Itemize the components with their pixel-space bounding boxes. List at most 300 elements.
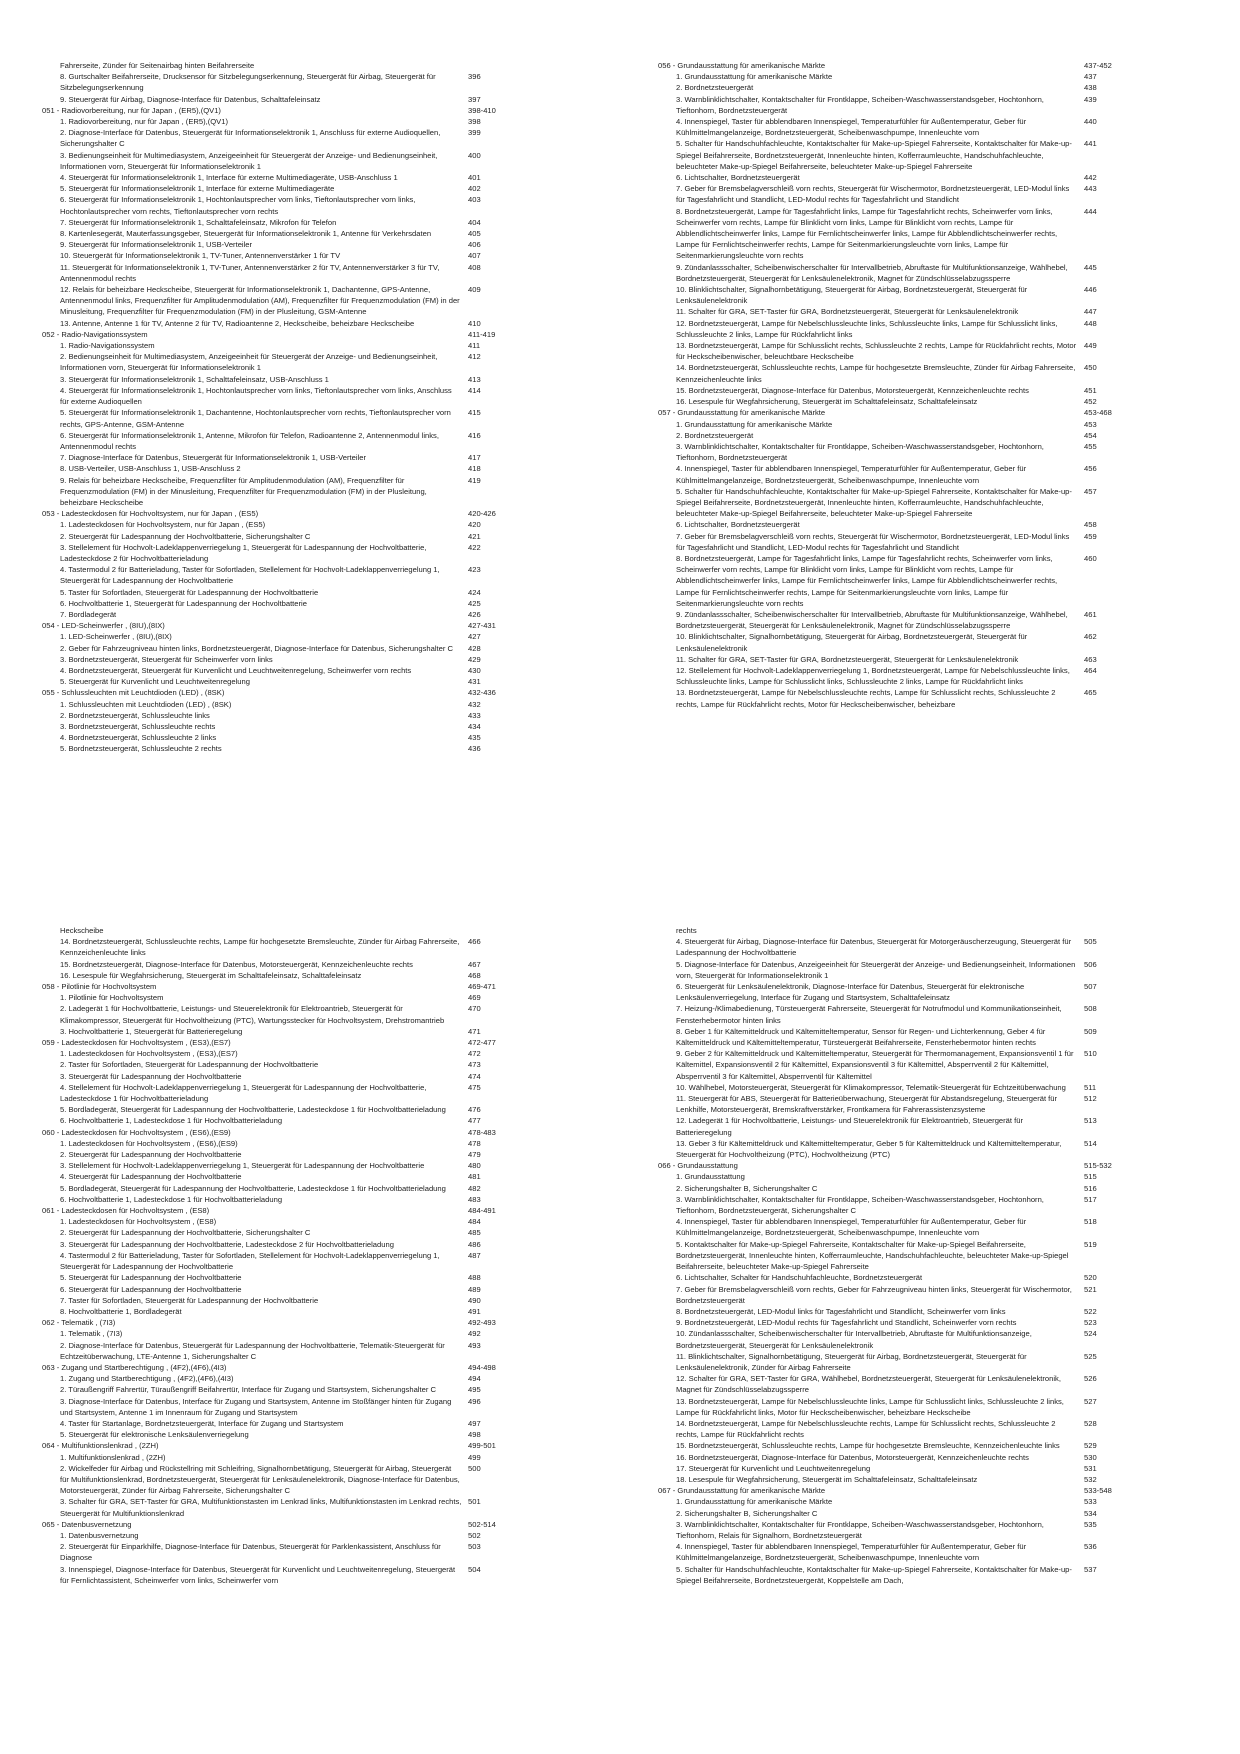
list-item xyxy=(658,1440,1148,1451)
page-number: 480 xyxy=(468,1161,481,1171)
entry-text: 14. Bordnetzsteuergerät, Lampe für Nebelschlussleuchte rechts, Lampe für Schlusslicht rechts, Schlussleuchte 2 rechts, Lampe für Rückfahrlicht rechts xyxy=(676,1418,1056,1440)
entry-text: 9. Steuergerät für Informationselektronik 1, USB-Verteiler xyxy=(60,240,253,250)
entry-text: 054 - LED-Scheinwerfer , (8IU),(8IX) xyxy=(42,621,165,631)
list-item xyxy=(658,1003,1148,1025)
page-number: 396 xyxy=(468,72,481,82)
list-item xyxy=(42,1138,532,1149)
entry-text: 2. Taster für Sofortladen, Steuergerät für Ladespannung der Hochvoltbatterie xyxy=(60,1060,319,1070)
page-number: 482 xyxy=(468,1183,481,1193)
entry-text: 2. Sicherungshalter B, Sicherungshalter C xyxy=(676,1183,818,1193)
list-item xyxy=(42,1452,532,1463)
page-number: 462 xyxy=(1084,632,1097,642)
list-item xyxy=(658,1418,1148,1440)
page-number: 504 xyxy=(468,1564,481,1574)
entry-text: 4. Innenspiegel, Taster für abblendbaren Innenspiegel, Temperaturfühler für Außentemperatur, Geber für Kühlmittelmangelanzeige, Bordnetzsteuergerät, Scheibenwaschpumpe, Innenleuchte vorn xyxy=(676,1542,1027,1563)
page-number: 411-419 xyxy=(468,329,496,339)
entry-text: 052 - Radio-Navigationssystem xyxy=(42,329,148,339)
entry-text: 13. Antenne, Antenne 1 für TV, Antenne 2 für TV, Radioantenne 2, Heckscheibe, beheizbare Heckscheibe xyxy=(60,318,415,328)
entry-text: 16. Bordnetzsteuergerät, Diagnose-Interface für Datenbus, Motorsteuergerät, Kennzeichenleuchte rechts xyxy=(676,1452,1029,1462)
entry-text: 14. Bordnetzsteuergerät, Schlussleuchte rechts, Lampe für hochgesetzte Bremsleuchte, Zünder für Airbag Fahrerseite, Kennzeichenleuchte links xyxy=(676,363,1076,384)
entry-text: 6. Lichtschalter, Schalter für Handschuhfachleuchte, Bordnetzsteuergerät xyxy=(676,1273,923,1283)
list-item xyxy=(42,385,532,407)
entry-text: 3. Bordnetzsteuergerät, Steuergerät für Scheinwerfer vorn links xyxy=(60,654,273,664)
page-number: 494-498 xyxy=(468,1362,496,1372)
list-item xyxy=(42,60,532,71)
page-number: 467 xyxy=(468,959,481,969)
list-item xyxy=(42,1250,532,1272)
section-heading xyxy=(658,407,1148,418)
quadrant-bottom-left xyxy=(42,925,532,1586)
list-item xyxy=(42,1284,532,1295)
list-item xyxy=(658,1239,1148,1273)
list-item xyxy=(42,1306,532,1317)
entry-text: 063 - Zugang und Startberechtigung , (4F2),(4F6),(4I3) xyxy=(42,1362,227,1372)
page-number: 405 xyxy=(468,229,481,239)
entry-text: 065 - Datenbusvernetzung xyxy=(42,1519,132,1529)
list-item xyxy=(658,82,1148,93)
list-item xyxy=(42,1496,532,1518)
entry-text: 8. Gurtschalter Beifahrerseite, Drucksensor für Sitzbelegungserkennung, Steuergerät für Airbag, Steuergerät für Sitzbelegungserkennung xyxy=(60,72,436,93)
page-number: 533-548 xyxy=(1084,1486,1112,1496)
entry-text: 3. Stellelement für Hochvolt-Ladeklappenverriegelung 1, Steuergerät für Ladespannung der Hochvoltbatterie, Ladesteckdose 2 für Hochvoltbatterieladung xyxy=(60,542,427,563)
page-number: 498 xyxy=(468,1430,481,1440)
page-number: 411 xyxy=(468,341,481,351)
list-item xyxy=(658,306,1148,317)
section-heading xyxy=(658,1485,1148,1496)
entry-text: 066 - Grundausstattung xyxy=(658,1161,738,1171)
entry-text: 7. Geber für Bremsbelagverschleiß vorn rechts, Steuergerät für Wischermotor, Bordnetzsteuergerät, LED-Modul links für Tagesfahrlicht und Standlicht, LED-Modul rechts für Tagesfahrlicht und Standlicht xyxy=(676,531,1070,552)
list-item xyxy=(658,925,1148,936)
section-heading xyxy=(42,508,532,519)
list-item xyxy=(42,743,532,754)
entry-text: 3. Steuergerät für Ladespannung der Hochvoltbatterie, Ladesteckdose 2 für Hochvoltbatterieladung xyxy=(60,1239,394,1249)
section-heading xyxy=(42,1519,532,1530)
list-item xyxy=(658,1115,1148,1137)
entry-text: Fahrerseite, Zünder für Seitenairbag hinten Beifahrerseite xyxy=(60,61,255,70)
entry-text: 1. Ladesteckdosen für Hochvoltsystem , (ES6),(ES9) xyxy=(60,1138,238,1148)
entry-text: 11. Steuergerät für ABS, Steuergerät für Batterieüberwachung, Steuergerät für Abstandsregelung, Steuergerät für Lenkhilfe, Motorsteuergerät, Bremskraftverstärker, Frontkamera für Fahrerassistenzsysteme xyxy=(676,1094,1058,1115)
page-number: 409 xyxy=(468,285,481,295)
entry-text: 5. Steuergerät für Informationselektronik 1, Interface für externe Multimediageräte xyxy=(60,184,335,194)
list-item xyxy=(658,1328,1148,1350)
entry-text: 1. LED-Scheinwerfer , (8IU),(8IX) xyxy=(60,632,172,642)
entry-text: 12. Bordnetzsteuergerät, Lampe für Nebelschlussleuchte links, Schlussleuchte links, Lampe für Schlusslicht links, Schlussleuchte 2 links, Lampe für Rückfahrlicht links xyxy=(676,318,1058,339)
entry-text: 13. Bordnetzsteuergerät, Lampe für Nebelschlussleuchte rechts, Lampe für Schlusslicht rechts, Schlussleuchte 2 rechts, Lampe für Rückfahrlicht rechts, Motor für Heckscheibenwischer, beheizbare xyxy=(676,688,1056,709)
page-number: 530 xyxy=(1084,1452,1097,1462)
list-item xyxy=(658,631,1148,653)
list-item xyxy=(658,654,1148,665)
entry-text: 3. Stellelement für Hochvolt-Ladeklappenverriegelung 1, Steuergerät für Ladespannung der Hochvoltbatterie xyxy=(60,1161,425,1171)
entry-text: 9. Zündanlassschalter, Scheibenwischerschalter für Intervallbetrieb, Abruftaste für Multifunktionsanzeige, Wählhebel, Bordnetzsteuergerät, Steuergerät für Lenksäulenelektronik, Magnet für Zündschlüsselabzugssperre xyxy=(676,609,1068,631)
list-item xyxy=(658,1474,1148,1485)
list-item xyxy=(42,452,532,463)
entry-text: 3. Warnblinklichtschalter, Kontaktschalter für Frontklappe, Scheiben-Waschwasserstandsgeber, Hochtonhorn, Tieftonhorn, Bordnetzsteuergerät, Sicherungshalter C xyxy=(676,1194,1044,1216)
page-number: 416 xyxy=(468,430,481,440)
quadrant-top-right xyxy=(658,60,1148,710)
list-item xyxy=(42,1104,532,1115)
page-number: 515 xyxy=(1084,1172,1097,1182)
page-number: 473 xyxy=(468,1060,481,1070)
entry-text: 6. Steuergerät für Informationselektronik 1, Hochtonlautsprecher vorn links, Tieftonlautsprecher vorn links, Hochtonlautsprecher vorn rechts, Tieftonlautsprecher vorn rechts xyxy=(60,195,416,216)
page-number: 458 xyxy=(1084,520,1097,530)
page-number: 402 xyxy=(468,184,481,194)
list-item xyxy=(658,1496,1148,1507)
entry-text: 1. Datenbusvernetzung xyxy=(60,1530,139,1540)
list-item xyxy=(42,475,532,509)
entry-text: 6. Steuergerät für Ladespannung der Hochvoltbatterie xyxy=(60,1284,242,1294)
entry-text: 8. Bordnetzsteuergerät, Lampe für Tagesfahrlicht links, Lampe für Tagesfahrlicht rechts, Scheinwerfer vorn links, Scheinwerfer vorn rechts, Lampe für Blinklicht vorn links, Lampe für Blinklicht vorn rechts, Lampe für Abblendlichtscheinwerfer links, Lampe für Fernlichtscheinwerfer links, Lampe für Abblendlichtscheinwerfer rechts, Lampe für Fernlichtscheinwerfer rechts, Lampe für Seitenmarkierungsleuchte vorn links, Lampe für Seitenmarkierungsleuchte vorn rechts xyxy=(676,553,1058,608)
list-item xyxy=(658,1272,1148,1283)
entry-text: 3. Hochvoltbatterie 1, Steuergerät für Batterieregelung xyxy=(60,1026,243,1036)
entry-text: 4. Stellelement für Hochvolt-Ladeklappenverriegelung 1, Steuergerät für Ladespannung der Hochvoltbatterie, Ladesteckdose 1 für Hochvoltbatterieladung xyxy=(60,1082,427,1104)
list-item xyxy=(42,1340,532,1362)
list-item xyxy=(658,1082,1148,1093)
page-number: 435 xyxy=(468,733,481,743)
page-number: 423 xyxy=(468,565,481,575)
page-number: 490 xyxy=(468,1295,481,1305)
page-number: 400 xyxy=(468,150,481,160)
list-item xyxy=(658,959,1148,981)
list-item xyxy=(42,463,532,474)
list-item xyxy=(658,396,1148,407)
entry-text: 2. Sicherungshalter B, Sicherungshalter C xyxy=(676,1508,818,1518)
entry-text: 6. Hochvoltbatterie 1, Ladesteckdose 1 für Hochvoltbatterieladung xyxy=(60,1116,283,1126)
page-number: 436 xyxy=(468,744,481,754)
entry-text: 17. Steuergerät für Kurvenlicht und Leuchtweitenregelung xyxy=(676,1463,871,1473)
list-item xyxy=(658,318,1148,340)
page-number: 431 xyxy=(468,677,481,687)
page-number: 425 xyxy=(468,598,481,608)
page-number: 398 xyxy=(468,117,481,127)
list-item xyxy=(42,609,532,620)
entry-text: 11. Schalter für GRA, SET-Taster für GRA, Bordnetzsteuergerät, Steuergerät für Lenksäulenelektronik xyxy=(676,307,1019,317)
entry-text: 053 - Ladesteckdosen für Hochvoltsystem, nur für Japan , (ES5) xyxy=(42,509,259,519)
page-number: 531 xyxy=(1084,1463,1097,1473)
list-item xyxy=(658,609,1148,631)
page-number: 474 xyxy=(468,1071,481,1081)
entry-text: 064 - Multifunktionslenkrad , (2ZH) xyxy=(42,1441,159,1451)
section-heading xyxy=(42,1362,532,1373)
page-number: 535 xyxy=(1084,1519,1097,1529)
list-item xyxy=(658,1317,1148,1328)
entry-text: 060 - Ladesteckdosen für Hochvoltsystem , (ES6),(ES9) xyxy=(42,1127,231,1137)
entry-text: 4. Innenspiegel, Taster für abblendbaren Innenspiegel, Temperaturfühler für Außentemperatur, Geber für Kühlmittelmangelanzeige, Bordnetzsteuergerät, Scheibenwaschpumpe, Innenleuchte vorn xyxy=(676,117,1027,138)
page-number: 528 xyxy=(1084,1418,1097,1428)
list-item xyxy=(658,531,1148,553)
page-number: 502-514 xyxy=(468,1519,496,1529)
entry-text: 16. Lesespule für Wegfahrsicherung, Steuergerät im Schalttafeleinsatz, Schalttafeleinsatz xyxy=(60,970,362,980)
page-number: 518 xyxy=(1084,1217,1097,1227)
page-number: 476 xyxy=(468,1105,481,1115)
page-number: 497 xyxy=(468,1418,481,1428)
entry-text: 1. Grundausstattung für amerikanische Märkte xyxy=(676,72,833,82)
entry-text: 2. Wickelfeder für Airbag und Rückstellring mit Schleifring, Signalhornbetätigung, Steuergerät für Airbag, Steuergerät für Multifunktionslenkrad, Bordnetzsteuergerät, Steuergerät für Lenksäulenelektronik, Diagnose-Interface für Datenbus, Motorsteuergerät, Zünder für Airbag Fahrerseite, Sicherungshalter C xyxy=(60,1463,460,1496)
page-number: 464 xyxy=(1084,665,1097,675)
entry-text: 2. Geber für Fahrzeugniveau hinten links, Bordnetzsteuergerät, Diagnose-Interface für Datenbus, Sicherungshalter C xyxy=(60,643,453,653)
list-item xyxy=(658,1026,1148,1048)
page-number: 415 xyxy=(468,408,481,418)
entry-text: 1. Radiovorbereitung, nur für Japan , (ER5),(QV1) xyxy=(60,117,228,127)
list-item xyxy=(42,284,532,318)
list-item xyxy=(42,374,532,385)
page-number: 421 xyxy=(468,531,481,541)
page-number: 459 xyxy=(1084,531,1097,541)
entry-text: 062 - Telematik , (7I3) xyxy=(42,1318,116,1328)
list-item xyxy=(42,1026,532,1037)
page-number: 397 xyxy=(468,94,481,104)
list-item xyxy=(658,1183,1148,1194)
page-number: 412 xyxy=(468,352,481,362)
list-item xyxy=(42,643,532,654)
list-item xyxy=(42,194,532,216)
section-heading xyxy=(658,1160,1148,1171)
list-item xyxy=(658,936,1148,958)
page-number: 452 xyxy=(1084,397,1097,407)
list-item xyxy=(42,1149,532,1160)
page-number: 516 xyxy=(1084,1183,1097,1193)
list-item xyxy=(42,587,532,598)
list-item xyxy=(658,340,1148,362)
list-item xyxy=(42,150,532,172)
list-item xyxy=(658,138,1148,172)
list-item xyxy=(42,340,532,351)
list-item xyxy=(42,1429,532,1440)
list-item xyxy=(42,676,532,687)
page-number xyxy=(468,925,532,936)
entry-text: 4. Steuergerät für Informationselektronik 1, Interface für externe Multimediageräte, USB-Anschluss 1 xyxy=(60,173,398,183)
entry-text: 9. Bordnetzsteuergerät, LED-Modul rechts für Tagesfahrlicht und Standlicht, Scheinwerfer vorn rechts xyxy=(676,1318,1017,1328)
page-number: 437-452 xyxy=(1084,61,1112,70)
list-item xyxy=(42,1160,532,1171)
page-number: 514 xyxy=(1084,1138,1097,1148)
entry-text: 11. Steuergerät für Informationselektronik 1, TV-Tuner, Antennenverstärker 2 für TV, Antennenverstärker 3 für TV, Antennenmodul rechts xyxy=(60,262,440,283)
page-number: 479 xyxy=(468,1150,481,1160)
page-number: 469 xyxy=(468,993,481,1003)
list-item xyxy=(658,430,1148,441)
list-item xyxy=(658,206,1148,262)
page-number: 433 xyxy=(468,710,481,720)
list-item xyxy=(658,1171,1148,1182)
page-number: 449 xyxy=(1084,341,1097,351)
entry-text: 8. Bordnetzsteuergerät, LED-Modul links für Tagesfahrlicht und Standlicht, Scheinwerfer vorn links xyxy=(676,1306,1006,1316)
list-item xyxy=(42,1463,532,1497)
page-number: 430 xyxy=(468,665,481,675)
entry-text: 6. Steuergerät für Lenksäulenelektronik, Diagnose-Interface für Datenbus, Steuergerät für elektronische Lenksäulenverriegelung, Interface für Zugang und Startsystem, Schalttafeleinsatz xyxy=(676,982,1025,1003)
list-item xyxy=(658,486,1148,520)
page-number: 483 xyxy=(468,1194,481,1204)
entry-text: 1. Zugang und Startberechtigung , (4F2),(4F6),(4I3) xyxy=(60,1374,234,1384)
entry-text: 3. Steuergerät für Informationselektronik 1, Schalttafeleinsatz, USB-Anschluss 1 xyxy=(60,374,329,384)
quadrant-top-left xyxy=(42,60,532,755)
page-number: 475 xyxy=(468,1082,481,1092)
entry-text: 1. Multifunktionslenkrad , (2ZH) xyxy=(60,1452,166,1462)
entry-text: 2. Bedienungseinheit für Multimediasystem, Anzeigeeinheit für Steuergerät der Anzeige- und Bedienungseinheit, Informationen vorn, Steuergerät für Informationselektronik 1 xyxy=(60,352,438,373)
section-heading xyxy=(658,60,1148,71)
entry-text: 16. Lesespule für Wegfahrsicherung, Steuergerät im Schalttafeleinsatz, Schalttafeleinsatz xyxy=(676,397,978,407)
page-number: 515-532 xyxy=(1084,1161,1112,1171)
entry-text: 2. Diagnose-Interface für Datenbus, Steuergerät für Ladespannung der Hochvoltbatterie, Telematik-Steuergerät für Echtzeitüberwachung, LTE-Antenne 1, Sicherungshalter C xyxy=(60,1340,445,1361)
entry-text: 3. Diagnose-Interface für Datenbus, Interface für Zugang und Startsystem, Antenne im Stoßfänger hinten für Zugang und Startsystem, Antenne 1 im Innenraum für Zugang und Startsystem xyxy=(60,1396,452,1417)
list-item xyxy=(658,1373,1148,1395)
entry-text: 2. Steuergerät für Ladespannung der Hochvoltbatterie, Sicherungshalter C xyxy=(60,531,311,541)
entry-text: 4. Steuergerät für Informationselektronik 1, Hochtonlautsprecher vorn links, Tieftonlautsprecher vorn links, Anschluss für externe Audioquellen xyxy=(60,385,452,407)
page-number: 499 xyxy=(468,1452,481,1462)
list-item xyxy=(42,1295,532,1306)
page-number: 534 xyxy=(1084,1508,1097,1518)
list-item xyxy=(658,981,1148,1003)
entry-text: 1. Ladesteckdosen für Hochvoltsystem, nur für Japan , (ES5) xyxy=(60,520,266,530)
page-number: 478-483 xyxy=(468,1127,496,1137)
page-number xyxy=(468,60,532,71)
list-item xyxy=(42,1396,532,1418)
list-item xyxy=(42,970,532,981)
page-number: 419 xyxy=(468,475,481,485)
page-number: 466 xyxy=(468,937,481,947)
list-item xyxy=(658,94,1148,116)
page-number: 408 xyxy=(468,262,481,272)
page-number: 517 xyxy=(1084,1194,1097,1204)
entry-text: 2. Bordnetzsteuergerät xyxy=(676,430,754,440)
list-item xyxy=(42,1541,532,1563)
list-item xyxy=(42,654,532,665)
entry-text: 1. Telematik , (7I3) xyxy=(60,1329,123,1339)
entry-text: 11. Schalter für GRA, SET-Taster für GRA, Bordnetzsteuergerät, Steuergerät für Lenksäulenelektronik xyxy=(676,654,1019,664)
page-number: 438 xyxy=(1084,83,1097,93)
page-number: 446 xyxy=(1084,285,1097,295)
page-number: 525 xyxy=(1084,1351,1097,1361)
entry-text: 6. Hochvoltbatterie 1, Ladesteckdose 1 für Hochvoltbatterieladung xyxy=(60,1194,283,1204)
entry-text: 9. Steuergerät für Airbag, Diagnose-Interface für Datenbus, Schalttafeleinsatz xyxy=(60,94,321,104)
list-item xyxy=(658,1306,1148,1317)
list-item xyxy=(42,665,532,676)
entry-text: 3. Warnblinklichtschalter, Kontaktschalter für Frontklappe, Scheiben-Waschwasserstandsgeber, Hochtonhorn, Tieftonhorn, Bordnetzsteuergerät xyxy=(676,441,1044,463)
list-item xyxy=(658,419,1148,430)
entry-text: 4. Tastermodul 2 für Batterieladung, Taster für Sofortladen, Stellelement für Hochvolt-Ladeklappenverriegelung 1, Steuergerät für Ladespannung der Hochvoltbatterie xyxy=(60,565,440,586)
page-number: 451 xyxy=(1084,385,1097,395)
entry-text: 5. Schalter für Handschuhfachleuchte, Kontaktschalter für Make-up-Spiegel Fahrerseite, Kontaktschalter für Make-up-Spiegel Beifahrerseite, Bordnetzsteuergerät, Innenleuchte hinten, Kofferraumleuchte, Handschuhfachleuchte, beleuchteter Make-up-Spiegel Beifahrerseite, beleuchteter Make-up-Spiegel Fahrerseite xyxy=(676,486,1072,519)
page-number: 508 xyxy=(1084,1004,1097,1014)
list-item xyxy=(658,1541,1148,1563)
page-number: 450 xyxy=(1084,363,1097,373)
page-number: 455 xyxy=(1084,441,1097,451)
page-number: 519 xyxy=(1084,1239,1097,1249)
page-number: 484-491 xyxy=(468,1206,496,1216)
section-heading xyxy=(42,981,532,992)
list-item xyxy=(658,1138,1148,1160)
page-number: 495 xyxy=(468,1385,481,1395)
entry-text: 5. Steuergerät für elektronische Lenksäulenverriegelung xyxy=(60,1430,249,1440)
entry-text: 10. Blinklichtschalter, Signalhornbetätigung, Steuergerät für Airbag, Bordnetzsteuergerät, Steuergerät für Lenksäulenelektronik xyxy=(676,632,1028,653)
entry-text: 4. Innenspiegel, Taster für abblendbaren Innenspiegel, Temperaturfühler für Außentemperatur, Geber für Kühlmittelmangelanzeige, Bordnetzsteuergerät, Scheibenwaschpumpe, Innenleuchte vorn xyxy=(676,464,1027,485)
page-number: 521 xyxy=(1084,1284,1097,1294)
list-item xyxy=(42,407,532,429)
entry-text: 7. Geber für Bremsbelagverschleiß vorn rechts, Geber für Fahrzeugniveau hinten links, Steuergerät für Wischermotor, Bordnetzsteuergerät xyxy=(676,1284,1072,1305)
page-number: 434 xyxy=(468,721,481,731)
page-number: 513 xyxy=(1084,1116,1097,1126)
entry-text: 061 - Ladesteckdosen für Hochvoltsystem , (ES8) xyxy=(42,1206,210,1216)
list-item xyxy=(42,1071,532,1082)
page-number: 460 xyxy=(1084,553,1097,563)
entry-text: 13. Bordnetzsteuergerät, Lampe für Nebelschlussleuchte links, Lampe für Schlusslicht links, Schlussleuchte 2 links, Lampe für Rückfahrlicht links, Motor für Heckscheibenwischer, beheizbare Heckscheibe xyxy=(676,1396,1064,1417)
list-item xyxy=(42,71,532,93)
list-item xyxy=(42,1328,532,1339)
page-number: 453-468 xyxy=(1084,408,1112,418)
list-item xyxy=(658,1351,1148,1373)
entry-text: 4. Steuergerät für Airbag, Diagnose-Interface für Datenbus, Steuergerät für Motorgeräuscherzeugung, Steuergerät für Ladespannung der Hochvoltbatterie xyxy=(676,937,1072,958)
entry-text: 10. Blinklichtschalter, Signalhornbetätigung, Steuergerät für Airbag, Bordnetzsteuergerät, Steuergerät für Lenksäulenelektronik xyxy=(676,285,1028,306)
entry-text: 067 - Grundausstattung für amerikanische Märkte xyxy=(658,1486,826,1496)
entry-text: 1. Ladesteckdosen für Hochvoltsystem , (ES8) xyxy=(60,1217,217,1227)
entry-text: 5. Steuergerät für Informationselektronik 1, Dachantenne, Hochtonlautsprecher vorn rechts, Tieftonlautsprecher vorn rechts, GPS-Antenne, GSM-Antenne xyxy=(60,408,451,429)
list-item xyxy=(42,1227,532,1238)
section-heading xyxy=(42,105,532,116)
page-number: 403 xyxy=(468,195,481,205)
entry-text: 3. Bedienungseinheit für Multimediasystem, Anzeigeeinheit für Steuergerät der Anzeige- und Bedienungseinheit, Informationen vorn, Steuergerät für Informationselektronik 1 xyxy=(60,150,438,171)
page-number xyxy=(1084,925,1148,936)
list-item xyxy=(42,1003,532,1025)
list-item xyxy=(658,1463,1148,1474)
list-item xyxy=(42,1183,532,1194)
list-item xyxy=(658,1048,1148,1082)
page-number: 499-501 xyxy=(468,1441,496,1451)
entry-text: 12. Relais für beheizbare Heckscheibe, Steuergerät für Informationselektronik 1, Dachantenne, GPS-Antenne, Antennenmodul links, Frequenzfilter für Amplitudenmodulation (AM), Frequenzfilter für Frequenzmodulation (FM) in der Minusleitung, Frequenzfilter für Frequenzmodulation (FM) in der Plusleitung, GSM-Antenne xyxy=(60,285,460,317)
list-item xyxy=(658,553,1148,609)
list-item xyxy=(42,1115,532,1126)
entry-text: 3. Bordnetzsteuergerät, Schlussleuchte rechts xyxy=(60,721,216,731)
page-number: 426 xyxy=(468,609,481,619)
page-number: 404 xyxy=(468,217,481,227)
list-item xyxy=(658,183,1148,205)
list-item xyxy=(42,1239,532,1250)
list-item xyxy=(658,362,1148,384)
entry-text: 8. Geber 1 für Kältemitteldruck und Kältemitteltemperatur, Sensor für Regen- und Lichterkennung, Geber 4 für Kältemitteldruck und Kältemitteltemperatur, Türsteuergerät Beifahrerseite, Fensterhebermotor hinten rechts xyxy=(676,1026,1046,1048)
list-item xyxy=(658,172,1148,183)
section-heading xyxy=(42,1037,532,1048)
page-number: 453 xyxy=(1084,419,1097,429)
list-item xyxy=(658,1194,1148,1216)
entry-text: 1. Schlussleuchten mit Leuchtdioden (LED) , (8SK) xyxy=(60,699,232,709)
entry-text: 8. Bordnetzsteuergerät, Lampe für Tagesfahrlicht links, Lampe für Tagesfahrlicht rechts, Scheinwerfer vorn links, Scheinwerfer vorn rechts, Lampe für Blinklicht vorn links, Lampe für Blinklicht vorn rechts, Lampe für Abblendlichtscheinwerfer links, Lampe für Fernlichtscheinwerfer links, Lampe für Abblendlichtscheinwerfer rechts, Lampe für Fernlichtscheinwerfer rechts, Lampe für Seitenmarkierungsleuchte vorn links, Lampe für Seitenmarkierungsleuchte vorn rechts xyxy=(676,206,1058,261)
entry-text: 10. Wählhebel, Motorsteuergerät, Steuergerät für Klimakompressor, Telematik-Steuergerät für Echtzeitüberwachung xyxy=(676,1082,1066,1092)
page-number: 496 xyxy=(468,1396,481,1406)
list-item xyxy=(42,598,532,609)
page-number: 471 xyxy=(468,1026,481,1036)
entry-text: 1. Grundausstattung für amerikanische Märkte xyxy=(676,419,833,429)
page-number: 444 xyxy=(1084,206,1097,216)
page-number: 424 xyxy=(468,587,481,597)
entry-text: 5. Steuergerät für Kurvenlicht und Leuchtweitenregelung xyxy=(60,677,250,687)
page-number: 437 xyxy=(1084,72,1097,82)
page-number: 509 xyxy=(1084,1026,1097,1036)
list-item xyxy=(658,1216,1148,1238)
page-number: 463 xyxy=(1084,654,1097,664)
entry-text: 2. Steuergerät für Ladespannung der Hochvoltbatterie xyxy=(60,1150,242,1160)
list-item xyxy=(42,172,532,183)
entry-text: 7. Geber für Bremsbelagverschleiß vorn rechts, Steuergerät für Wischermotor, Bordnetzsteuergerät, LED-Modul links für Tagesfahrlicht und Standlicht, LED-Modul rechts für Tagesfahrlicht und Standlicht xyxy=(676,184,1070,205)
entry-text: 1. Radio-Navigationssystem xyxy=(60,341,155,351)
page-number: 420 xyxy=(468,520,481,530)
entry-text: 2. Türaußengriff Fahrertür, Türaußengriff Beifahrertür, Interface für Zugang und Startsystem, Sicherungshalter C xyxy=(60,1385,436,1395)
page-number: 484 xyxy=(468,1217,481,1227)
list-item xyxy=(42,959,532,970)
entry-text: 12. Ladegerät 1 für Hochvoltbatterie, Leistungs- und Steuerelektronik für Elektroantrieb, Steuergerät für Batterieregelung xyxy=(676,1116,1023,1137)
page-number: 488 xyxy=(468,1273,481,1283)
section-heading xyxy=(42,687,532,698)
page-number: 478 xyxy=(468,1138,481,1148)
entry-text: 9. Zündanlassschalter, Scheibenwischerschalter für Intervallbetrieb, Abruftaste für Multifunktionsanzeige, Wählhebel, Bordnetzsteuergerät, Steuergerät für Lenksäulenelektronik, Magnet für Zündschlüsselabzugssperre xyxy=(676,262,1068,283)
list-item xyxy=(42,992,532,1003)
list-item xyxy=(42,1384,532,1395)
